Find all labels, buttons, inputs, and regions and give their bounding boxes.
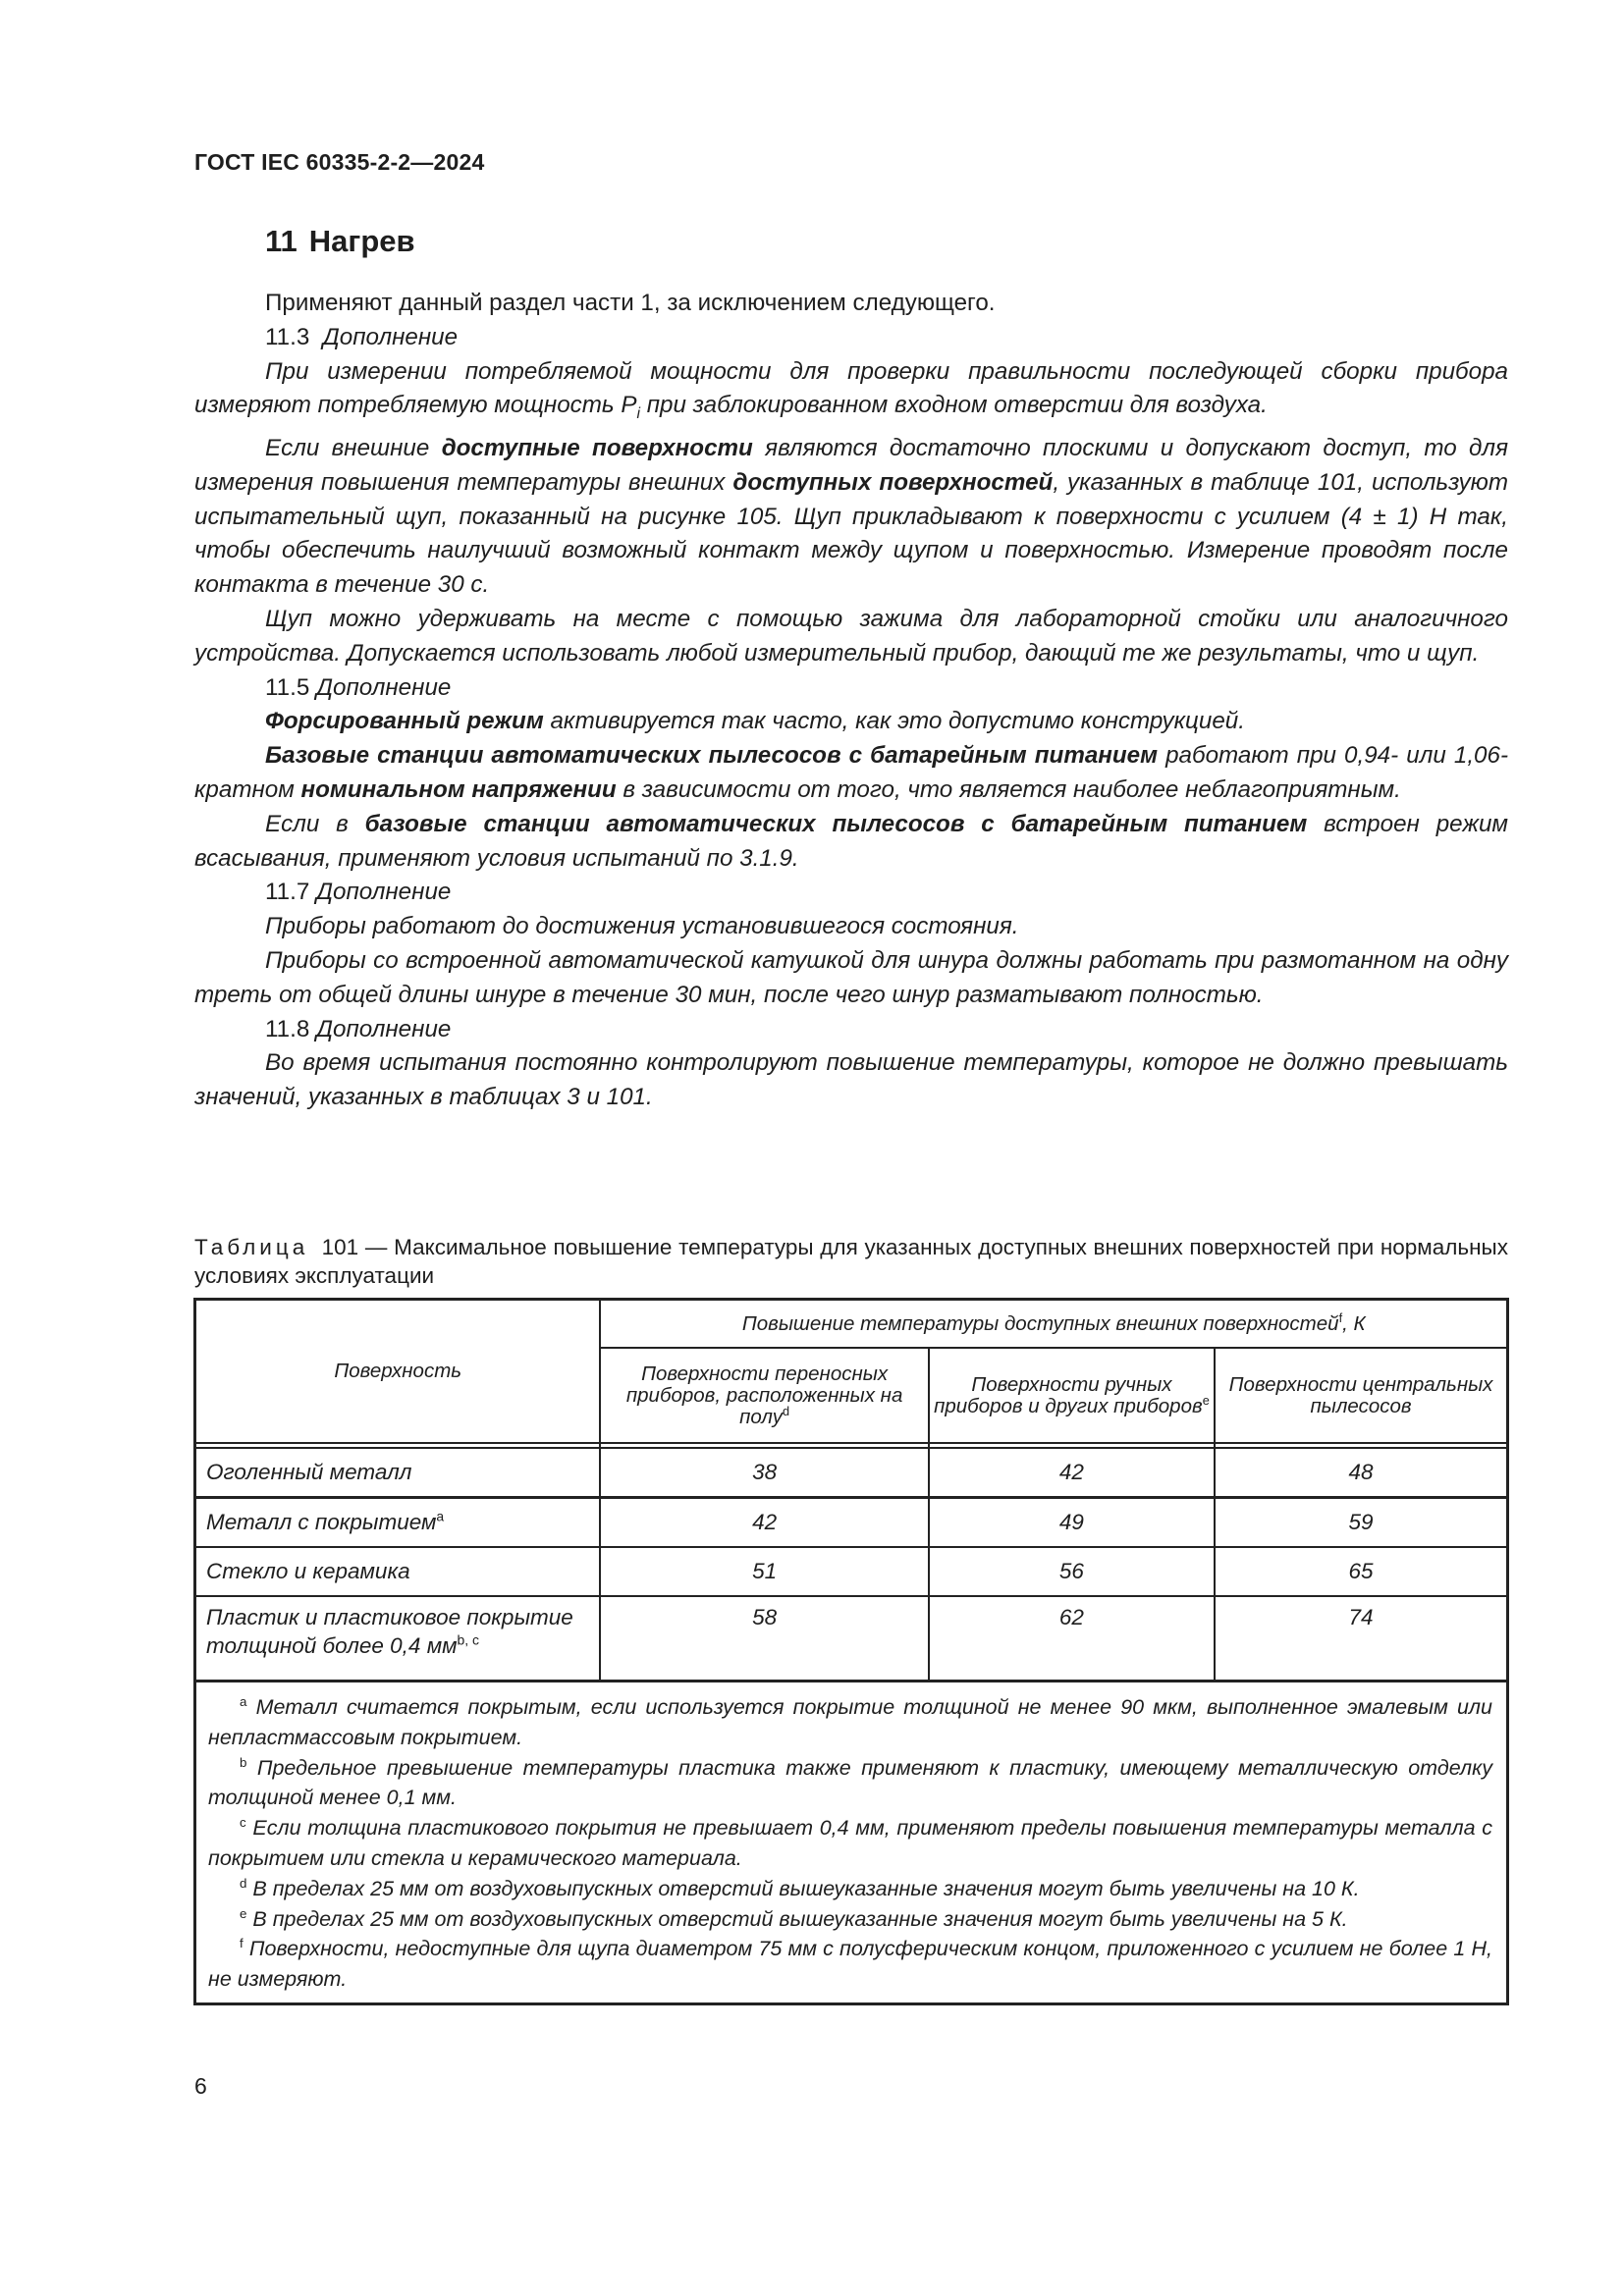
footnote-mark: d — [240, 1875, 247, 1891]
caption-word: Таблица — [194, 1235, 309, 1259]
clause-11-5-label — [194, 671, 1508, 706]
caption-text: — Максимальное повышение температуры для указанных доступных внешних поверхностей при нормальных условиях эксплуатации — [194, 1235, 1508, 1288]
value-handheld: 56 — [929, 1547, 1215, 1596]
footnote-ref: d — [782, 1403, 790, 1418]
footnote-a — [208, 1692, 1492, 1753]
footnote-b — [208, 1753, 1492, 1814]
clause-11-5-paragraph-2 — [194, 739, 1508, 808]
header-group — [600, 1300, 1507, 1349]
clause-11-3-paragraph-3: Щуп можно удерживать на месте с помощью зажима для лабораторной стойки или аналогичного устройства. Допускается использовать любой измерительный прибор, дающий те же результаты, что и щуп. — [194, 606, 1508, 667]
value-handheld: 49 — [929, 1498, 1215, 1548]
text-run: , указанных в таблице 101, используют испытательный щуп, показанный на рисунке 105. Щуп прикладывают к поверхности с усилием (4 ± 1) Н так, чтобы обеспечить наилучший возможный контакт между щупом и поверхностью. Измерение проводят после контакта в течение 30 с. — [194, 468, 1508, 599]
header-surface: Поверхность — [195, 1300, 601, 1444]
text-run: Если внешние — [265, 435, 442, 462]
text-run: работают при 0,94- или 1,06-кратном — [194, 742, 1508, 803]
footnote-text: В пределах 25 мм от воздуховыпускных отверстий вышеуказанные значения могут быть увеличены на 5 К. — [252, 1906, 1348, 1931]
row-surface — [195, 1448, 601, 1498]
header-central: Поверхности центральных пылесосов — [1215, 1348, 1507, 1443]
clause-number: 11.5 — [265, 673, 310, 701]
symbol-p: P — [621, 392, 637, 419]
section-title-text: Нагрев — [308, 224, 415, 258]
footnote-text: В пределах 25 мм от воздуховыпускных отверстий вышеуказанные значения могут быть увеличены на 10 К. — [252, 1876, 1360, 1900]
header-unit: , К — [1342, 1311, 1366, 1335]
footnote-mark: f — [240, 1936, 244, 1951]
clause-11-3-paragraph-2 — [194, 432, 1508, 603]
caption-number: 101 — [321, 1235, 359, 1259]
footnote-d — [208, 1874, 1492, 1904]
clause-number: 11.7 — [265, 879, 310, 906]
clause-11-8-paragraph-1: Во время испытания постоянно контролируют повышение температуры, которое не должно превышать значений, указанных в таблицах 3 и 101. — [194, 1049, 1508, 1111]
defined-term: доступные поверхности — [441, 435, 753, 462]
header-text: Поверхности переносных приборов, расположенных на полу — [625, 1362, 903, 1428]
footnote-ref: f — [1338, 1309, 1343, 1325]
text-run: При измерении потребляемой мощности для проверки правильности последующей сборки прибора измеряют потребляемую мощность — [194, 357, 1508, 419]
value-portable: 42 — [600, 1498, 928, 1548]
footnote-ref: e — [1202, 1392, 1210, 1408]
text-run: при заблокированном входном отверстии для воздуха. — [640, 392, 1268, 419]
value-handheld: 42 — [929, 1448, 1215, 1498]
section-body — [194, 287, 1508, 1115]
surface-text: Металл с покрытием — [206, 1510, 437, 1534]
value-portable: 51 — [600, 1547, 928, 1596]
value-portable: 58 — [600, 1596, 928, 1682]
table-row — [195, 1547, 1508, 1596]
value-central: 48 — [1215, 1448, 1507, 1498]
clause-11-8-label — [194, 1013, 1508, 1047]
clause-11-7-label — [194, 876, 1508, 910]
surface-text: Оголенный металл — [206, 1460, 412, 1484]
footnote-text: Поверхности, недоступные для щупа диаметром 75 мм с полусферическим концом, приложенного с усилием не более 1 Н, не измеряют. — [208, 1937, 1492, 1992]
clause-11-5-paragraph-1 — [194, 705, 1508, 739]
table-row — [195, 1596, 1508, 1682]
table-footnotes — [195, 1682, 1508, 2004]
clause-label: Дополнение — [322, 323, 459, 350]
value-portable: 38 — [600, 1448, 928, 1498]
table-caption — [194, 1233, 1508, 1290]
defined-term: базовые станции автоматических пылесосов с батарейным питанием — [364, 810, 1308, 837]
surface-text: Стекло и керамика — [206, 1559, 410, 1583]
surface-text: Пластик и пластиковое покрытие толщиной более 0,4 мм — [206, 1605, 573, 1658]
temperature-rise-table — [193, 1298, 1509, 2005]
text-run: в зависимости от того, что является наиболее неблагоприятным. — [616, 775, 1401, 803]
header-handheld — [929, 1348, 1215, 1443]
text-run: встроен режим всасывания, применяют условия испытаний по 3.1.9. — [194, 810, 1508, 872]
footnote-mark: c — [240, 1815, 246, 1831]
value-central: 65 — [1215, 1547, 1507, 1596]
clause-number: 11.8 — [265, 1015, 310, 1042]
row-surface — [195, 1498, 601, 1548]
defined-term: номинальном напряжении — [300, 775, 617, 803]
clause-11-3-label — [194, 321, 1508, 355]
row-surface — [195, 1547, 601, 1596]
value-handheld: 62 — [929, 1596, 1215, 1682]
defined-term: Форсированный режим — [265, 708, 544, 735]
table-row — [195, 1448, 1508, 1498]
text-run: являются достаточно плоскими и допускают доступ, то для измерения повышения температуры внешних — [194, 435, 1508, 496]
subscript-i: i — [636, 405, 640, 423]
footnote-text: Металл считается покрытым, если используется покрытие толщиной не менее 90 мкм, выполненное эмалевым или непластмассовым покрытием. — [208, 1695, 1492, 1749]
clause-11-3-paragraph-1 — [194, 355, 1508, 432]
document-code-header: ГОСТ IEC 60335-2-2—2024 — [194, 149, 485, 175]
footnote-e — [208, 1904, 1492, 1935]
clause-11-7-paragraph-1: Приборы работают до достижения установившегося состояния. — [265, 913, 1019, 940]
value-central: 59 — [1215, 1498, 1507, 1548]
clause-label: Дополнение — [316, 673, 452, 701]
row-surface — [195, 1596, 601, 1682]
footnote-mark: e — [240, 1905, 247, 1921]
section-title — [265, 224, 415, 259]
footnote-ref: a — [436, 1508, 445, 1524]
footnote-ref: b, c — [457, 1631, 480, 1648]
clause-label: Дополнение — [316, 1015, 452, 1042]
value-central: 74 — [1215, 1596, 1507, 1682]
footnote-c — [208, 1813, 1492, 1874]
text-run: активируется так часто, как это допустимо конструкцией. — [543, 708, 1245, 735]
defined-term: Базовые станции автоматических пылесосов с батарейным питанием — [265, 742, 1159, 770]
clause-number: 11.3 — [265, 323, 310, 350]
defined-term: доступных поверхностей — [732, 468, 1054, 496]
footnote-mark: a — [240, 1693, 247, 1709]
header-text: Поверхности ручных приборов и других приборов — [934, 1372, 1203, 1417]
clause-11-7-paragraph-2: Приборы со встроенной автоматической катушкой для шнура должны работать при размотанном на одну треть от общей длины шнуре в течение 30 мин, после чего шнур разматывают полностью. — [194, 946, 1508, 1008]
footnote-f — [208, 1934, 1492, 1995]
section-number: 11 — [265, 224, 298, 258]
header-portable-floor — [600, 1348, 928, 1443]
page-number: 6 — [194, 2073, 207, 2099]
footnote-mark: b — [240, 1754, 247, 1770]
footnote-text: Предельное превышение температуры пластика также применяют к пластику, имеющему металлическую отделку толщиной менее 0,1 мм. — [208, 1755, 1492, 1810]
text-run: Если в — [265, 810, 365, 837]
footnote-text: Если толщина пластикового покрытия не превышает 0,4 мм, применяют пределы повышения температуры металла с покрытием или стекла и керамического материала. — [208, 1816, 1492, 1870]
header-group-text: Повышение температуры доступных внешних поверхностей — [741, 1311, 1339, 1335]
clause-11-5-paragraph-3 — [194, 808, 1508, 877]
clause-label: Дополнение — [316, 879, 452, 906]
table-row — [195, 1498, 1508, 1548]
intro-paragraph: Применяют данный раздел части 1, за исключением следующего. — [265, 290, 996, 316]
